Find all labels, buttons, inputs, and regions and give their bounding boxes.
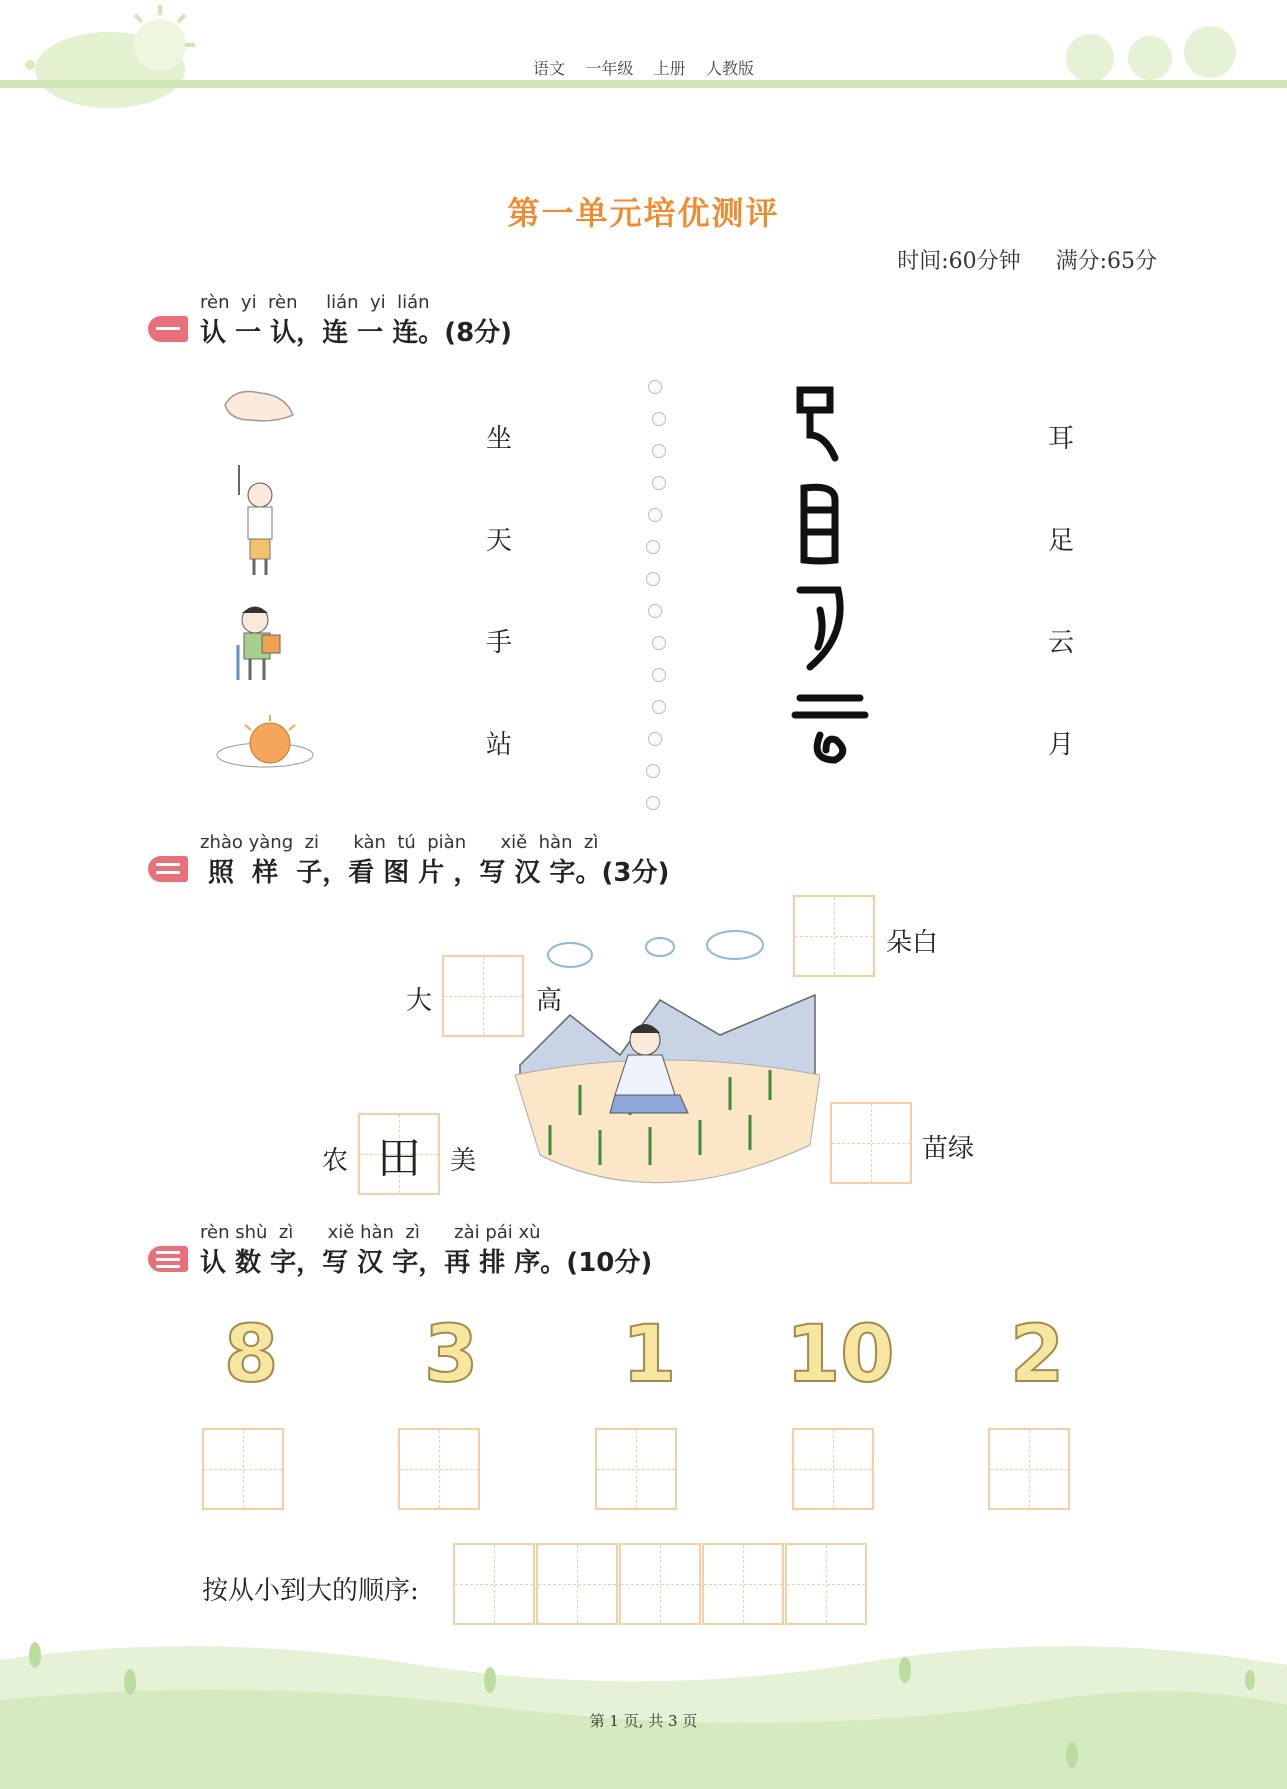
- number-figure-5: 2: [1010, 1310, 1065, 1400]
- number-answer-box-1[interactable]: [202, 1428, 284, 1510]
- ancient-glyphs: [780, 380, 900, 800]
- header-info: 语文 一年级 上册 人教版: [532, 59, 755, 78]
- order-box-5[interactable]: [785, 1543, 867, 1625]
- section1-char-7: 云: [1048, 628, 1075, 658]
- order-box-3[interactable]: [619, 1543, 701, 1625]
- sun-picture: [217, 715, 313, 767]
- pair3-example-char: 田: [377, 1133, 421, 1184]
- order-label: 按从小到大的顺序:: [202, 1576, 419, 1606]
- dotted-divider: [646, 380, 666, 810]
- number-figure-1: 8: [224, 1310, 279, 1400]
- ancient-cloud-glyph: [795, 698, 865, 760]
- section1-pictures: [215, 375, 315, 795]
- order-box-1[interactable]: [453, 1543, 535, 1625]
- farm-illustration: [510, 915, 820, 1205]
- sitting-child-picture: [238, 607, 280, 680]
- pair1-answer-box[interactable]: [442, 955, 524, 1037]
- pair2-answer-box[interactable]: [793, 895, 875, 977]
- pair3-left-char: 农: [322, 1146, 349, 1176]
- number-figure-2: 3: [424, 1310, 479, 1400]
- number-figure-3: 1: [622, 1310, 677, 1400]
- section1-badge: [148, 316, 188, 342]
- standing-child-picture: [239, 465, 272, 575]
- section3-title: 认 数 字，写 汉 字，再 排 序。(10分): [200, 1248, 653, 1278]
- pair2-right-chars: 朵白: [886, 928, 939, 958]
- header-rule: [0, 80, 1287, 88]
- number-figure-4: 10: [786, 1310, 895, 1400]
- page-title: 第一单元培优测评: [507, 194, 780, 232]
- section1-pinyin: rèn yi rèn lián yi lián: [200, 292, 430, 313]
- time-label: 时间:60分钟: [897, 249, 1021, 274]
- pair1-right-char: 高: [536, 986, 563, 1016]
- pair4-answer-box[interactable]: [830, 1102, 912, 1184]
- ancient-moon-glyph: [800, 590, 840, 667]
- pair3-example-box: [358, 1113, 440, 1195]
- number-answer-box-3[interactable]: [595, 1428, 677, 1510]
- page-footer: 第 1 页, 共 3 页: [589, 1712, 698, 1730]
- pair4-right-chars: 苗绿: [922, 1134, 975, 1164]
- order-box-4[interactable]: [702, 1543, 784, 1625]
- section3-badge: [148, 1246, 188, 1272]
- section1-char-1: 坐: [486, 424, 513, 454]
- order-box-2[interactable]: [536, 1543, 618, 1625]
- time-score-info: [897, 244, 1157, 275]
- score-label: 满分:65分: [1055, 249, 1157, 274]
- number-answer-box-4[interactable]: [792, 1428, 874, 1510]
- section1-char-8: 月: [1048, 730, 1075, 760]
- section1-char-3: 手: [486, 628, 513, 658]
- section1-title: 认 一 认，连 一 连。(8分): [200, 318, 513, 348]
- number-answer-box-2[interactable]: [398, 1428, 480, 1510]
- section3-pinyin: rèn shù zì xiě hàn zì zài pái xù: [200, 1222, 541, 1243]
- section2-pinyin: zhào yàng zi kàn tú piàn xiě hàn zì: [200, 832, 599, 853]
- footer-landscape: [0, 1620, 1287, 1789]
- pair1-left-char: 大: [406, 986, 433, 1016]
- section2-title: 照 样 子，看 图 片 ，写 汉 字。(3分): [208, 858, 670, 888]
- pair3-right-char: 美: [450, 1146, 477, 1176]
- section1-char-6: 足: [1048, 526, 1075, 556]
- ancient-eye-glyph: [804, 487, 835, 561]
- hand-picture: [225, 392, 293, 421]
- section1-char-4: 站: [486, 730, 513, 760]
- section2-badge: [148, 856, 188, 882]
- section1-char-2: 天: [486, 526, 513, 556]
- section1-char-5: 耳: [1048, 424, 1075, 454]
- number-answer-box-5[interactable]: [988, 1428, 1070, 1510]
- ancient-foot-glyph: [800, 390, 835, 458]
